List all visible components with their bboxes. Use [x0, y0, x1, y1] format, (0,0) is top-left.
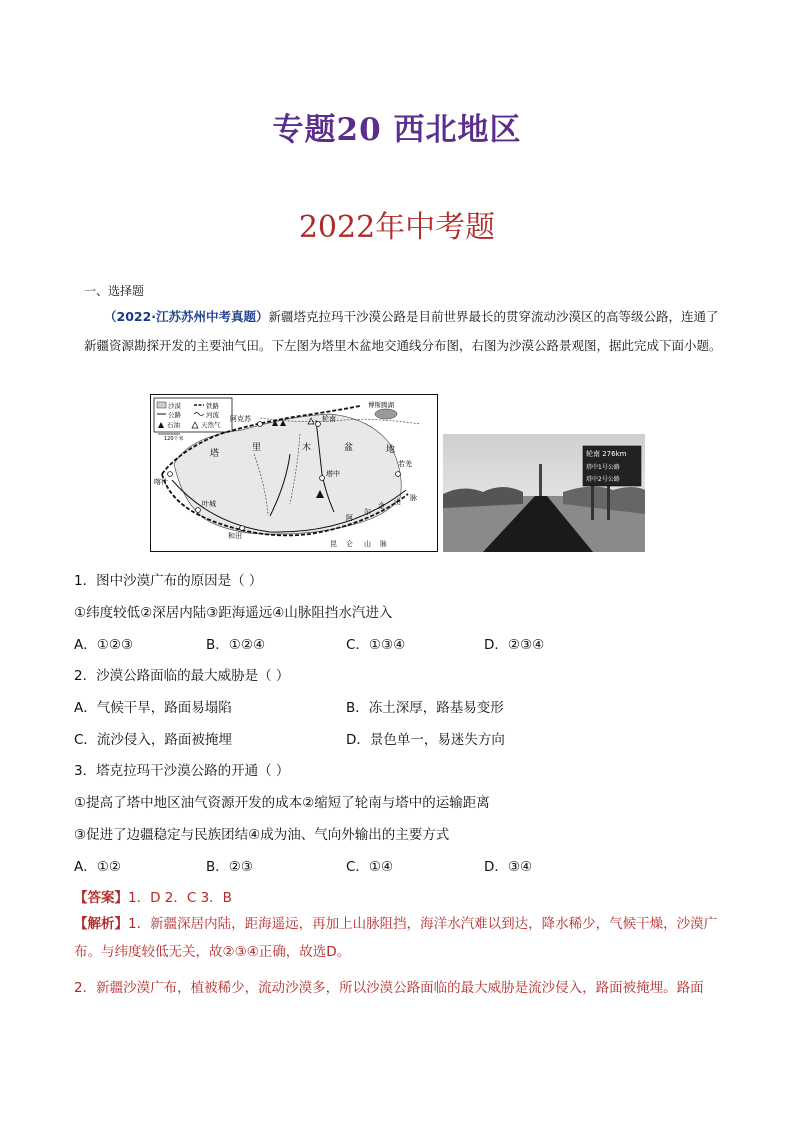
q2-option-b[interactable]: B．冻土深厚，路基易变形	[346, 700, 504, 716]
map-label-bosten-lake: 博斯腾湖	[368, 401, 394, 409]
answer-tag: 【答案】	[74, 890, 128, 906]
q1-option-c[interactable]: C．①③④	[346, 637, 406, 653]
explanation-2: 2．新疆沙漠广布，植被稀少，流动沙漠多，所以沙漠公路面临的最大威胁是流沙侵入，路面被掩埋。路面	[74, 980, 704, 996]
answer-line	[74, 886, 232, 906]
question-1-stem: 1．图中沙漠广布的原因是（ ）	[74, 573, 263, 589]
map-label-kunlun-3: 山	[364, 540, 371, 548]
question-intro	[84, 302, 724, 360]
map-label-ta: 塔	[210, 449, 220, 459]
legend-desert: 沙漠	[168, 402, 181, 410]
q1-option-a[interactable]: A．①②③	[74, 637, 134, 653]
map-label-altun-1: 阿	[346, 514, 353, 522]
map-label-kashgar: 喀什	[154, 478, 168, 486]
page-title: 专题20 西北地区	[272, 112, 522, 148]
map-label-aksu: 阿克苏	[230, 415, 251, 423]
legend-gas: 天然气	[201, 421, 221, 429]
legend-railway: 铁路	[206, 402, 219, 410]
sign-lunnan: 轮南 276km	[586, 450, 627, 458]
map-scale: 120千米	[164, 436, 184, 442]
question-2-stem: 2．沙漠公路面临的最大威胁是（ ）	[74, 668, 290, 684]
explanation-1-text: 1．新疆深居内陆，距海遥远，再加上山脉阻挡，海洋水汽难以到达，降水稀少，气候干燥，沙漠广布。与纬度较低无关，故②③④正确，故选D。	[74, 916, 718, 960]
desert-road-photo	[443, 434, 645, 552]
question-source: （2022·江苏苏州中考真题）	[104, 309, 269, 324]
q3-option-a[interactable]: A．①②	[74, 859, 121, 875]
q2-option-c[interactable]: C．流沙侵入，路面被掩埋	[74, 732, 232, 748]
sign-tazhong-1: 塔中1号公路	[586, 464, 620, 471]
figures	[150, 394, 650, 558]
q1-option-d[interactable]: D．②③④	[484, 637, 545, 653]
answer-text: 1．D 2．C 3．B	[128, 890, 232, 906]
q2-option-d[interactable]: D．景色单一，易迷失方向	[346, 732, 505, 748]
intro-text: 新疆塔克拉玛干沙漠公路是目前世界最长的贯穿流动沙漠区的高等级公路，连通了新疆资源勘探开发的主要油气田。下左图为塔里木盆地交通线分布图，右图为沙漠公路景观图，据此完成下面小题。	[84, 309, 722, 353]
question-3-statements-1: ①提高了塔中地区油气资源开发的成本②缩短了轮南与塔中的运输距离	[74, 795, 490, 811]
map-label-hotan: 和田	[228, 532, 242, 540]
map-label-pen: 盆	[344, 443, 354, 453]
map-label-altun-3: 金	[378, 502, 385, 510]
legend-river: 河流	[206, 411, 219, 419]
section-heading: 一、选择题	[84, 284, 145, 298]
legend-oil: 石油	[167, 421, 180, 429]
legend-road: 公路	[168, 411, 181, 419]
map-label-yecheng: 叶城	[202, 500, 216, 508]
q3-option-d[interactable]: D．③④	[484, 859, 533, 875]
map-label-kunlun-4: 脉	[380, 540, 387, 548]
map-label-altun-5: 脉	[410, 494, 417, 502]
map-label-lunnan: 轮南	[322, 415, 336, 423]
map-label-kunlun-2: 仑	[346, 540, 353, 548]
page-subtitle: 2022年中考题	[298, 210, 496, 245]
sign-tazhong-2: 塔中2号公路	[586, 476, 620, 483]
explanation-tag: 【解析】	[74, 916, 128, 932]
map-label-mu: 木	[302, 443, 312, 453]
map-label-altun-4: 山	[394, 498, 401, 506]
map-label-li: 里	[252, 443, 262, 453]
q2-option-a[interactable]: A．气候干旱，路面易塌陷	[74, 700, 232, 716]
map-label-tazhong: 塔中	[326, 470, 340, 478]
map-label-kunlun-1: 昆	[330, 540, 337, 548]
q1-option-b[interactable]: B．①②④	[206, 637, 266, 653]
q3-option-c[interactable]: C．①④	[346, 859, 394, 875]
map-label-di: 地	[386, 445, 396, 455]
map-label-ruoqiang: 若羌	[398, 460, 412, 468]
question-1-statements: ①纬度较低②深居内陆③距海遥远④山脉阻挡水汽进入	[74, 605, 393, 621]
explanation-1	[74, 910, 724, 966]
tarim-basin-map	[150, 394, 438, 552]
map-label-altun-2: 尔	[364, 508, 371, 516]
q3-option-b[interactable]: B．②③	[206, 859, 253, 875]
question-3-stem: 3．塔克拉玛干沙漠公路的开通（ ）	[74, 763, 290, 779]
question-3-statements-2: ③促进了边疆稳定与民族团结④成为油、气向外输出的主要方式	[74, 827, 450, 843]
